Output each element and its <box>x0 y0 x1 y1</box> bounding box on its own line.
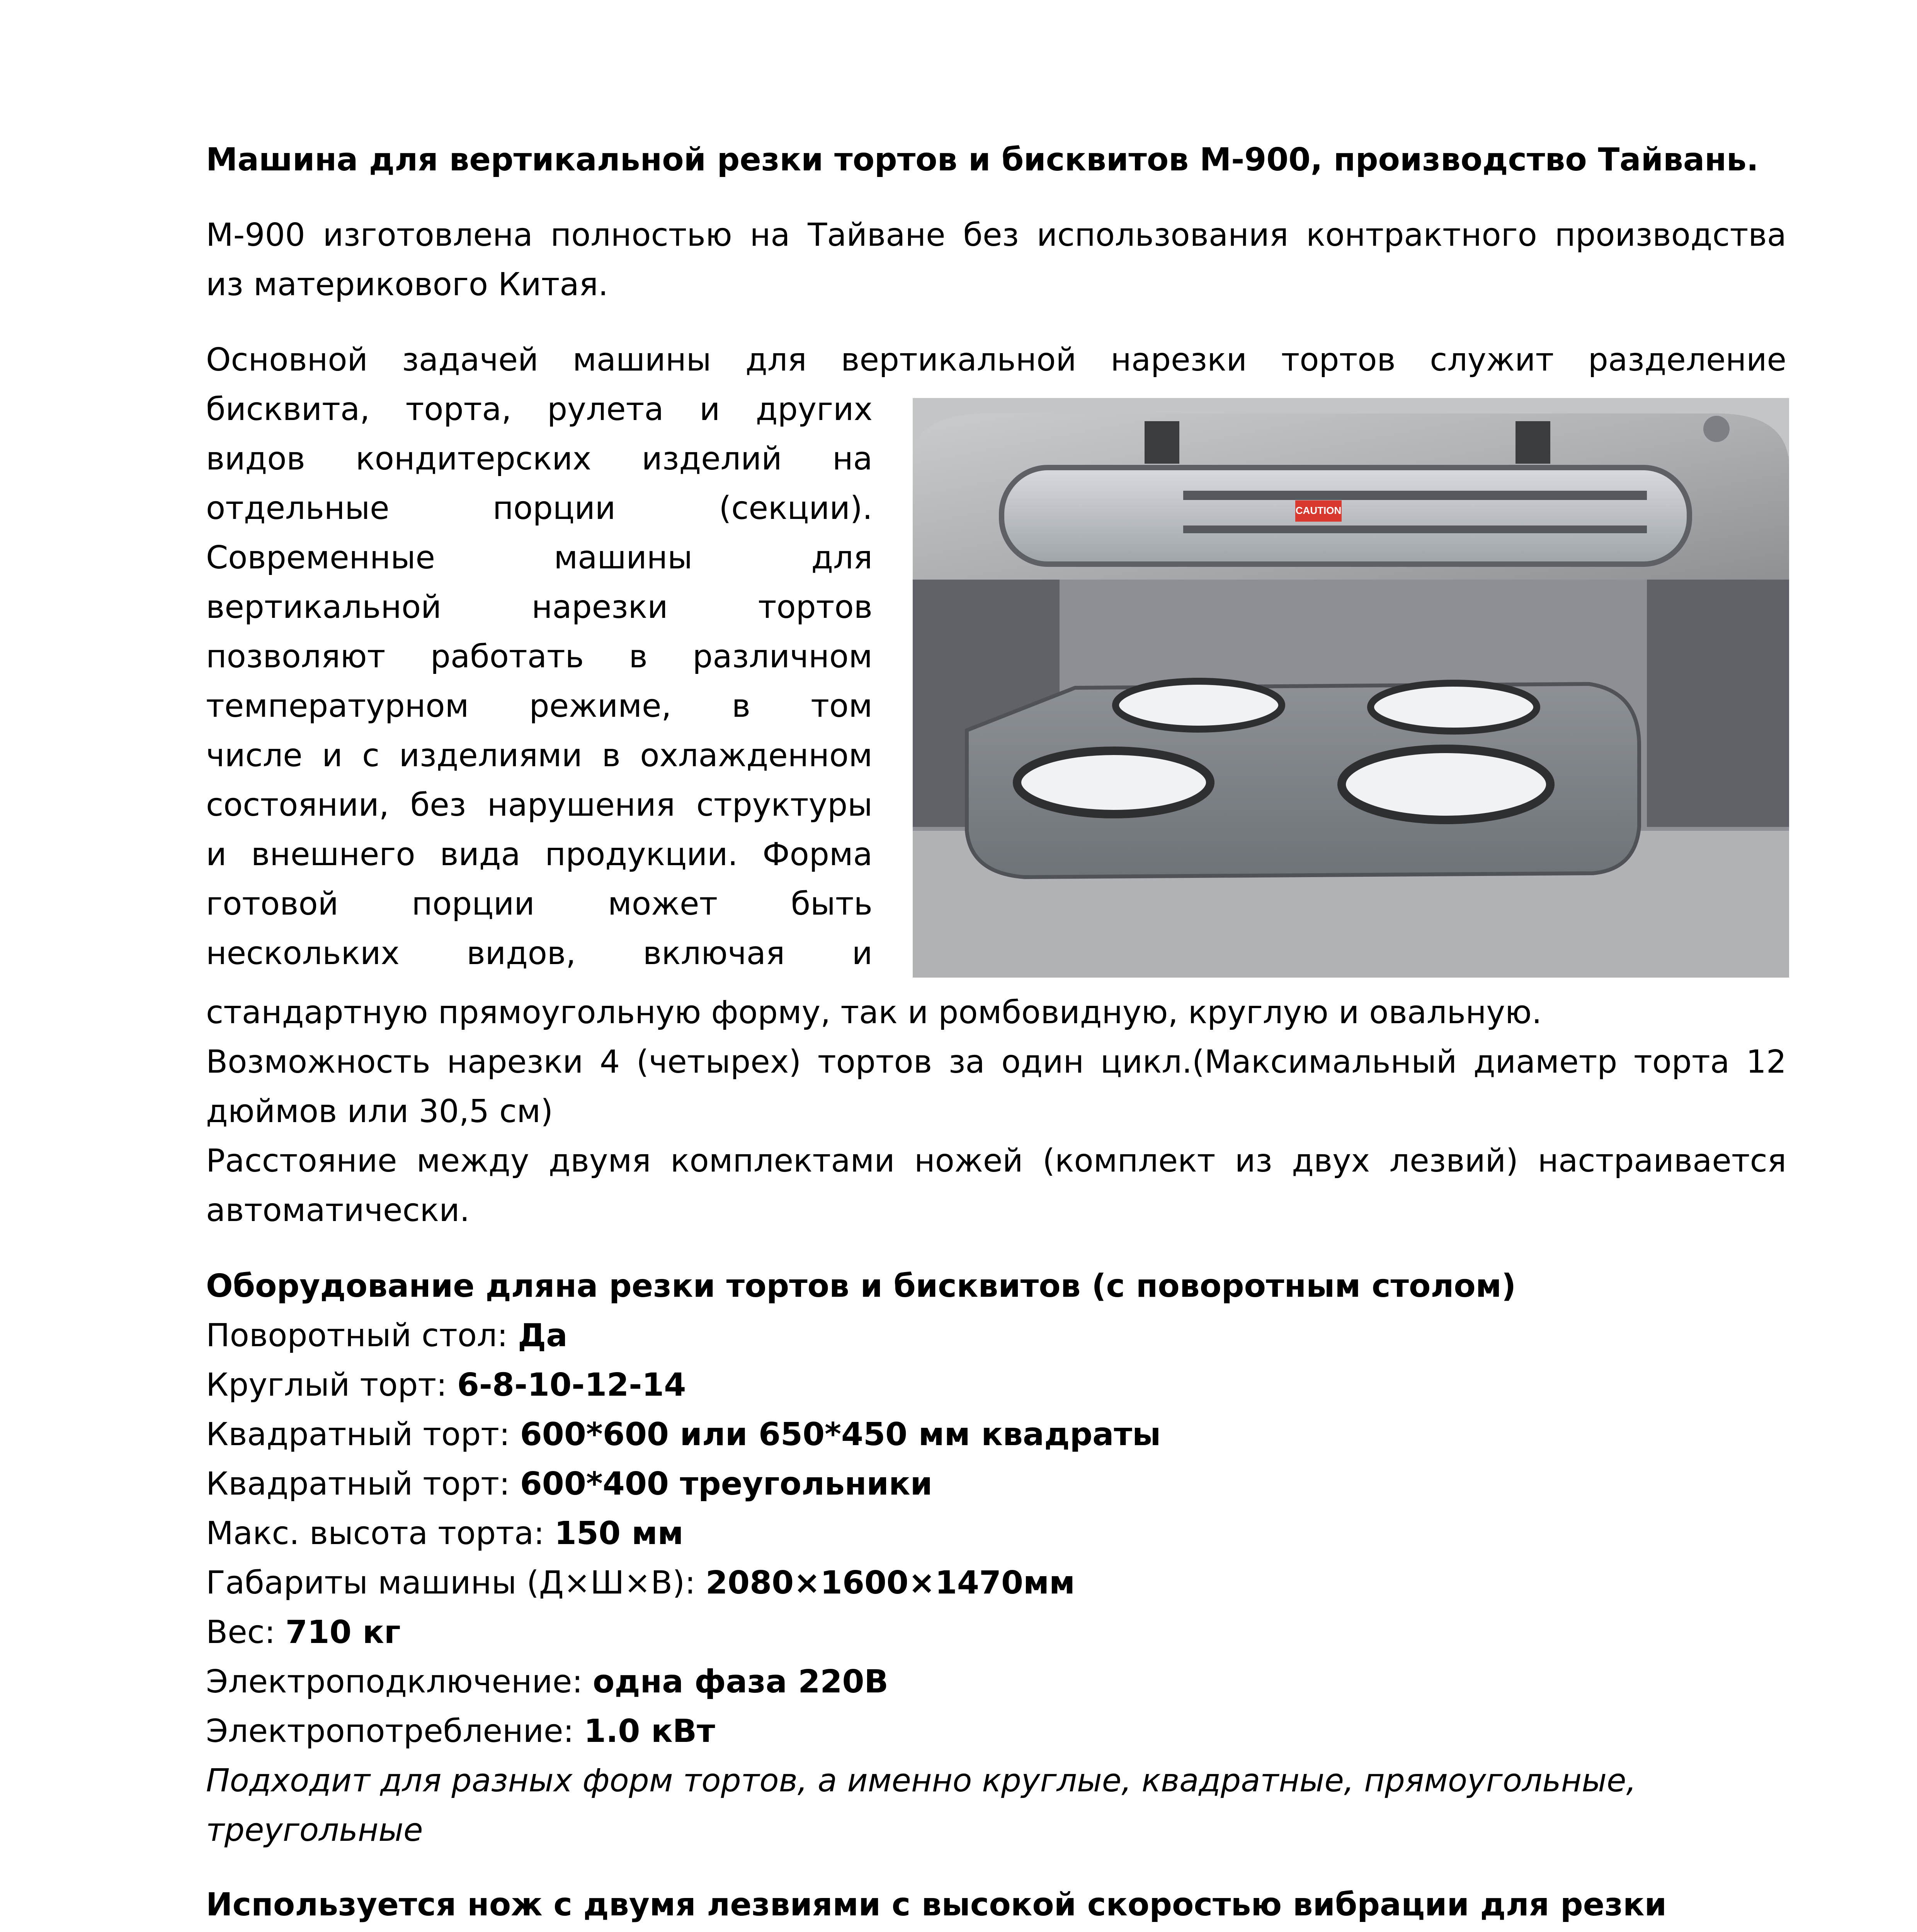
intro-line-2: из материкового Китая. <box>206 266 609 303</box>
main-para-wrapped-line: позволяют работать в различном <box>206 638 873 675</box>
spec-row-9: Электропотребление: 1.0 кВт <box>206 1713 715 1750</box>
main-para-wrapped-line: нескольких видов, включая и <box>206 935 873 972</box>
main-para-full-line: Основной задачей машины для вертикальной нарезки тортов служит разделение <box>206 342 1786 378</box>
feature-bullet-line <box>251 1930 958 1932</box>
spec-row-2: Круглый торт: 6-8-10-12-14 <box>206 1367 686 1403</box>
document-title: Машина для вертикальной резки тортов и бисквитов М-900, производство Тайвань. <box>206 141 1759 178</box>
spec-row-8: Электроподключение: одна фаза 220В <box>206 1663 889 1700</box>
capacity-line-1: Возможность нарезки 4 (четырех) тортов за один цикл.(Максимальный диаметр торта 12 <box>206 1044 1786 1080</box>
spec-row-5: Макс. высота торта: 150 мм <box>206 1515 684 1552</box>
main-para-after: стандартную прямоугольную форму, так и ромбовидную, круглую и овальную. <box>206 994 1542 1031</box>
capacity-line-2: дюймов или 30,5 см) <box>206 1093 553 1130</box>
main-para-wrapped-line: температурном режиме, в том <box>206 688 873 724</box>
main-para-wrapped-line: состоянии, без нарушения структуры <box>206 787 873 823</box>
features-heading: Используется нож с двумя лезвиями с высокой скоростью вибрации для резки <box>206 1886 1667 1923</box>
spec-row-3: Квадратный торт: 600*600 или 650*450 мм квадраты <box>206 1416 1161 1453</box>
spec-row-4: Квадратный торт: 600*400 треугольники <box>206 1466 933 1502</box>
main-para-wrapped-line: готовой порции может быть <box>206 886 873 922</box>
specs-note-1: Подходит для разных форм тортов, а именно круглые, квадратные, прямоугольные, <box>206 1762 1636 1799</box>
main-para-wrapped-line: числе и с изделиями в охлажденном <box>206 737 873 774</box>
main-para-wrapped-line: и внешнего вида продукции. Форма <box>206 836 873 873</box>
intro-line-1: М-900 изготовлена полностью на Тайване без использования контрактного производства <box>206 217 1786 253</box>
distance-line-1: Расстояние между двумя комплектами ножей (комплект из двух лезвий) настраивается <box>206 1143 1786 1179</box>
main-para-wrapped-line: отдельные порции (секции). <box>206 490 873 527</box>
machine-photo <box>913 398 1789 978</box>
specs-note-2: треугольные <box>206 1812 423 1849</box>
main-para-wrapped-line: Современные машины для <box>206 539 873 576</box>
caution-label: CAUTION <box>1295 505 1342 516</box>
spec-row-6: Габариты машины (Д×Ш×В): 2080×1600×1470мм <box>206 1565 1075 1601</box>
main-para-wrapped-line: бисквита, торта, рулета и других <box>206 391 873 428</box>
spec-row-7: Вес: 710 кг <box>206 1614 401 1651</box>
distance-line-2: автоматически. <box>206 1192 470 1229</box>
spec-row-1: Поворотный стол: Да <box>206 1317 568 1354</box>
specs-heading: Оборудование дляна резки тортов и бисквитов (с поворотным столом) <box>206 1268 1516 1304</box>
main-para-wrapped-line: вертикальной нарезки тортов <box>206 589 873 626</box>
main-para-wrapped-line: видов кондитерских изделий на <box>206 440 873 477</box>
